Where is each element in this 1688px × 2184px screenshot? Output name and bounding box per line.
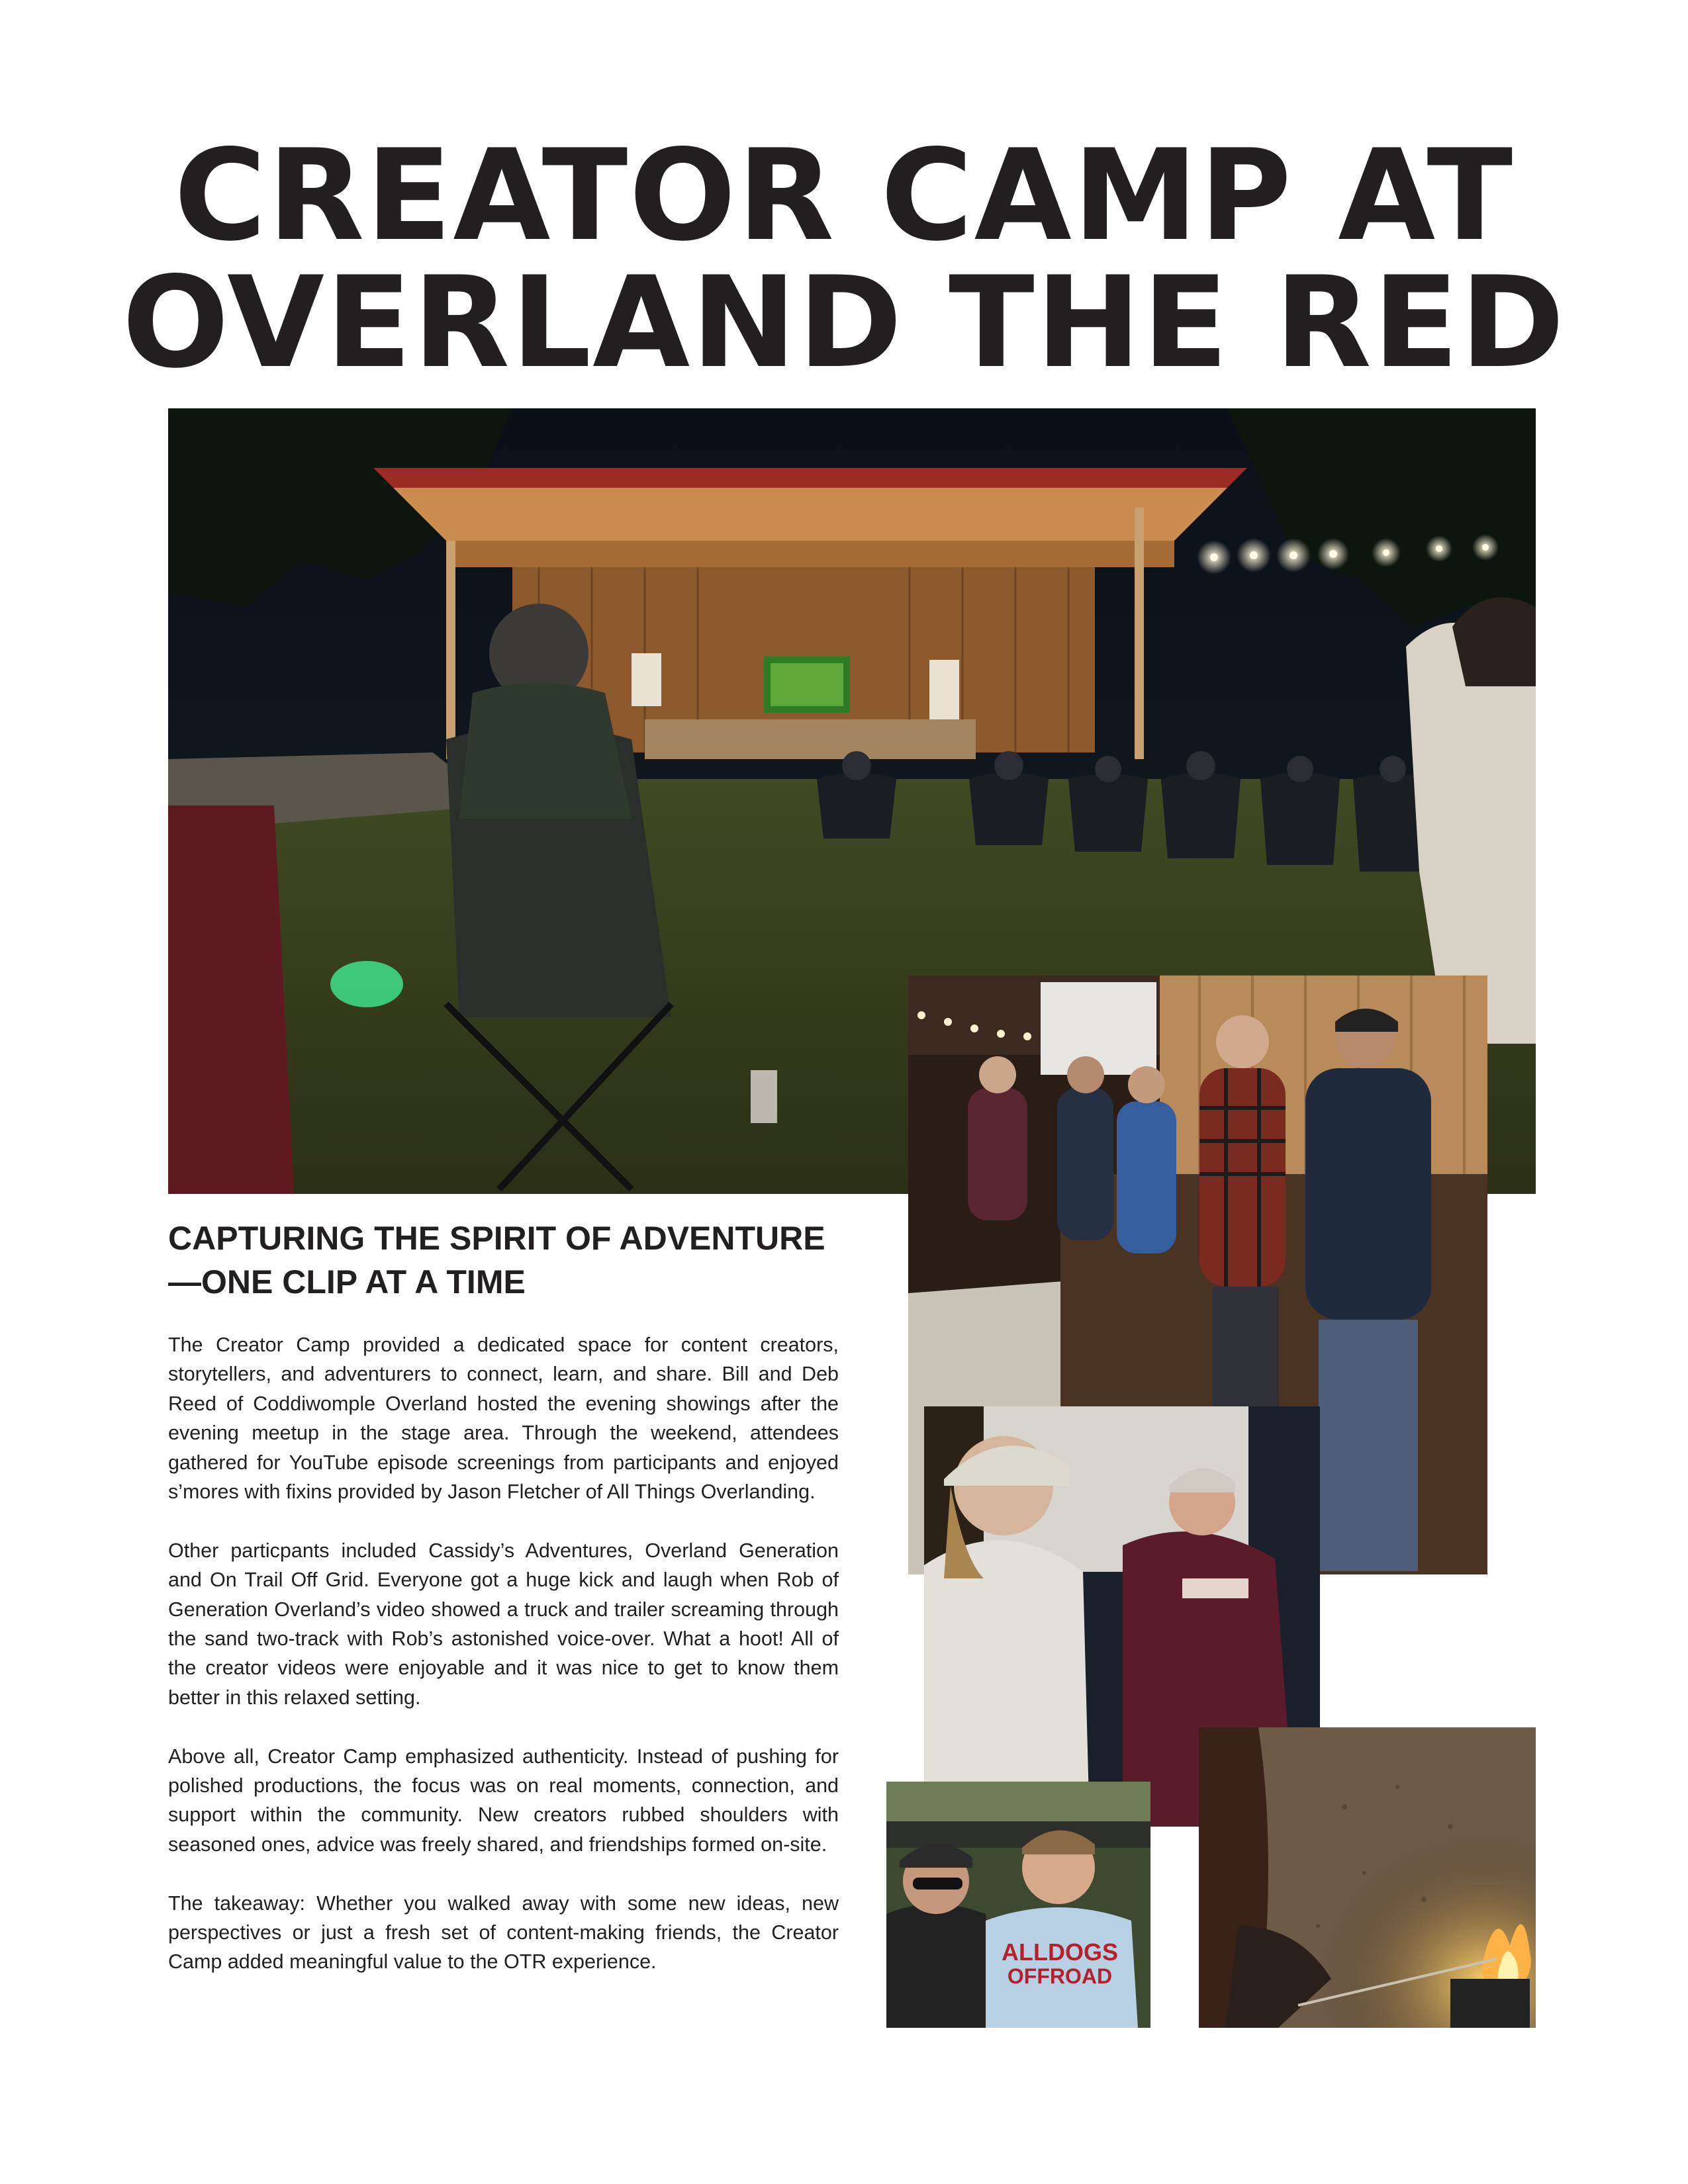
paragraph-1: The Creator Camp provided a dedicated space for content creators, storytellers, and adventurers to connect, learn, and share. Bill and Deb Reed of Coddiwomple Overland hosted the evening showings after the evening meetup in the stage area. Through the weekend, attendees gathered for YouTube episode screenings from participants and enjoyed s’mores with fixins provided by Jason Fletcher of All Things Overlanding. — [168, 1334, 839, 1504]
paragraph-4: The takeaway: Whether you walked away with some new ideas, new perspectives or just a fresh set of content-making friends, the Creator Camp added meaningful value to the OTR experience. — [168, 1891, 839, 1974]
shirt-text-2: OFFROAD — [1007, 1964, 1113, 1988]
photo-selfie-alldogs — [886, 1782, 1150, 2028]
article-title — [0, 122, 1688, 396]
title-line-2: OVERLAND THE RED — [122, 250, 1566, 396]
photo-campfire-smores — [1199, 1727, 1536, 2028]
title-line-1: CREATOR CAMP AT — [173, 122, 1515, 269]
paragraph-2: Other particpants included Cassidy’s Adventures, Overland Generation and On Trail Off Grid. Everyone got a huge kick and laugh when Rob of Generation Overland’s video showed a truck and trailer screaming through the sand two-track with Rob’s astonished voice-over. What a hoot! All of the creator videos were enjoyable and it was nice to get to know them better in this relaxed setting. — [168, 1539, 839, 1709]
article-body — [168, 1330, 839, 2006]
paragraph-3: Above all, Creator Camp emphasized authenticity. Instead of pushing for polished productions, the focus was on real moments, connection, and support within the community. New creators rubbed shoulders with seasoned ones, advice was freely shared, and friendships formed on-site. — [168, 1745, 839, 1856]
article-subhead: CAPTURING THE SPIRIT OF ADVENTURE —ONE CLIP AT A TIME — [168, 1220, 825, 1300]
shirt-text-1: ALLDOGS — [1002, 1938, 1118, 1966]
